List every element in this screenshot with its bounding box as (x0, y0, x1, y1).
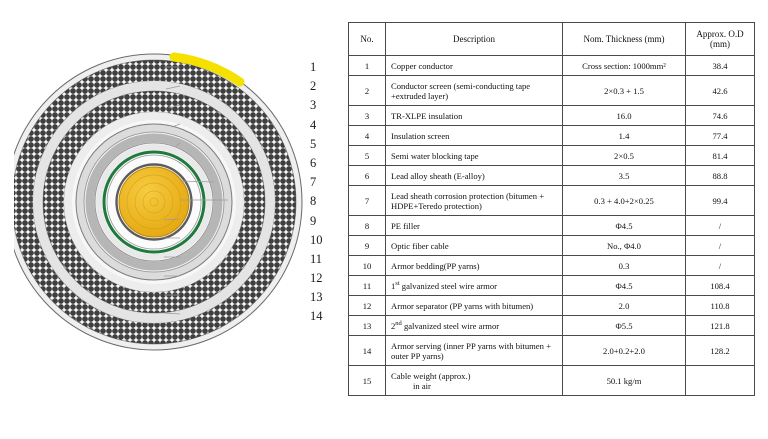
header-desc: Description (386, 23, 563, 56)
table-row (349, 166, 755, 186)
callout-number: 5 (310, 136, 317, 151)
cell-outer-diameter: 128.2 (686, 336, 755, 366)
table-header-row (349, 23, 755, 56)
cell-no: 5 (349, 146, 386, 166)
ordinal-suffix: st (395, 280, 400, 288)
cell-no: 7 (349, 186, 386, 216)
callout-number: 8 (310, 194, 317, 209)
cell-thickness: Cross section: 1000mm² (563, 56, 686, 76)
cell-description: Lead sheath corrosion protection (bitumen + HDPE+Teredo protection) (386, 186, 563, 216)
cable-cross-section-diagram (0, 0, 340, 439)
table-row (349, 276, 755, 296)
callout-number: 13 (310, 290, 323, 305)
cell-no: 13 (349, 316, 386, 336)
cell-description: Copper conductor (386, 56, 563, 76)
cell-thickness: 2×0.5 (563, 146, 686, 166)
cell-thickness: Φ5.5 (563, 316, 686, 336)
cell-description: Armor bedding(PP yarns) (386, 256, 563, 276)
callout-number: 14 (310, 309, 323, 324)
cell-thickness: No., Φ4.0 (563, 236, 686, 256)
table-row (349, 126, 755, 146)
cell-outer-diameter: 108.4 (686, 276, 755, 296)
cell-outer-diameter: 81.4 (686, 146, 755, 166)
cell-no: 12 (349, 296, 386, 316)
cell-no: 15 (349, 366, 386, 396)
callout-number: 4 (310, 117, 317, 132)
callout-number: 11 (310, 251, 323, 266)
callout-number: 9 (310, 213, 317, 228)
callout-number: 12 (310, 271, 323, 286)
cell-no: 2 (349, 76, 386, 106)
cable-diagram-svg (14, 42, 314, 382)
cell-description-line2: in air (413, 380, 431, 391)
callout-number: 7 (310, 175, 317, 190)
cell-outer-diameter: 74.6 (686, 106, 755, 126)
callout-number: 6 (310, 155, 317, 170)
cell-no: 1 (349, 56, 386, 76)
table-row (349, 336, 755, 366)
cell-description: Conductor screen (semi-conducting tape +extruded layer) (386, 76, 563, 106)
layer-copper-conductor (119, 167, 189, 237)
cell-outer-diameter (686, 366, 755, 396)
cell-thickness: 2.0 (563, 296, 686, 316)
callout-number: 10 (310, 232, 323, 247)
cell-no: 4 (349, 126, 386, 146)
cell-outer-diameter: 99.4 (686, 186, 755, 216)
cell-outer-diameter: 42.6 (686, 76, 755, 106)
cell-description: Lead alloy sheath (E-alloy) (386, 166, 563, 186)
callout-number: 3 (310, 98, 317, 113)
cell-description: Optic fiber cable (386, 236, 563, 256)
cable-spec-table (348, 22, 755, 396)
table-row (349, 256, 755, 276)
table-body (349, 56, 755, 396)
cell-outer-diameter: / (686, 256, 755, 276)
cell-no: 8 (349, 216, 386, 236)
cell-outer-diameter: 110.8 (686, 296, 755, 316)
cell-no: 9 (349, 236, 386, 256)
cell-description: 2nd galvanized steel wire armor (386, 316, 563, 336)
callout-number: 1 (310, 60, 317, 74)
ordinal-suffix: nd (395, 320, 402, 328)
header-thickness: Nom. Thickness (mm) (563, 23, 686, 56)
header-od: Approx. O.D (mm) (686, 23, 755, 56)
cell-no: 3 (349, 106, 386, 126)
table-row (349, 296, 755, 316)
cell-no: 11 (349, 276, 386, 296)
table-row (349, 236, 755, 256)
cell-outer-diameter: 77.4 (686, 126, 755, 146)
cell-thickness: 2.0+0.2+2.0 (563, 336, 686, 366)
table-row (349, 186, 755, 216)
cell-thickness: 2×0.3 + 1.5 (563, 76, 686, 106)
cell-description: Semi water blocking tape (386, 146, 563, 166)
callout-number: 2 (310, 79, 317, 94)
table-row (349, 56, 755, 76)
cell-outer-diameter: 121.8 (686, 316, 755, 336)
table-head (349, 23, 755, 56)
cell-thickness: 50.1 kg/m (563, 366, 686, 396)
cell-thickness: 1.4 (563, 126, 686, 146)
cell-outer-diameter: 88.8 (686, 166, 755, 186)
callout-number-list (310, 58, 336, 327)
cell-thickness: 0.3 (563, 256, 686, 276)
cell-thickness: Φ4.5 (563, 216, 686, 236)
cell-description: PE filler (386, 216, 563, 236)
table-row (349, 146, 755, 166)
cell-no: 6 (349, 166, 386, 186)
cell-description: Cable weight (approx.) in air (386, 366, 563, 396)
cell-description: TR-XLPE insulation (386, 106, 563, 126)
cell-thickness: 0.3 + 4.0+2×0.25 (563, 186, 686, 216)
cell-outer-diameter: / (686, 216, 755, 236)
table-row (349, 216, 755, 236)
cell-description: Insulation screen (386, 126, 563, 146)
table-row (349, 316, 755, 336)
header-no: No. (349, 23, 386, 56)
cell-no: 14 (349, 336, 386, 366)
table-row (349, 366, 755, 396)
cell-thickness: 3.5 (563, 166, 686, 186)
table-row (349, 106, 755, 126)
cell-description: 1st galvanized steel wire armor (386, 276, 563, 296)
cell-outer-diameter: / (686, 236, 755, 256)
cell-description: Armor separator (PP yarns with bitumen) (386, 296, 563, 316)
table-row (349, 76, 755, 106)
cell-thickness: 16.0 (563, 106, 686, 126)
cell-thickness: Φ4.5 (563, 276, 686, 296)
cell-outer-diameter: 38.4 (686, 56, 755, 76)
cable-spec-table-wrap (348, 22, 752, 396)
cell-description: Armor serving (inner PP yarns with bitumen + outer PP yarns) (386, 336, 563, 366)
cell-no: 10 (349, 256, 386, 276)
